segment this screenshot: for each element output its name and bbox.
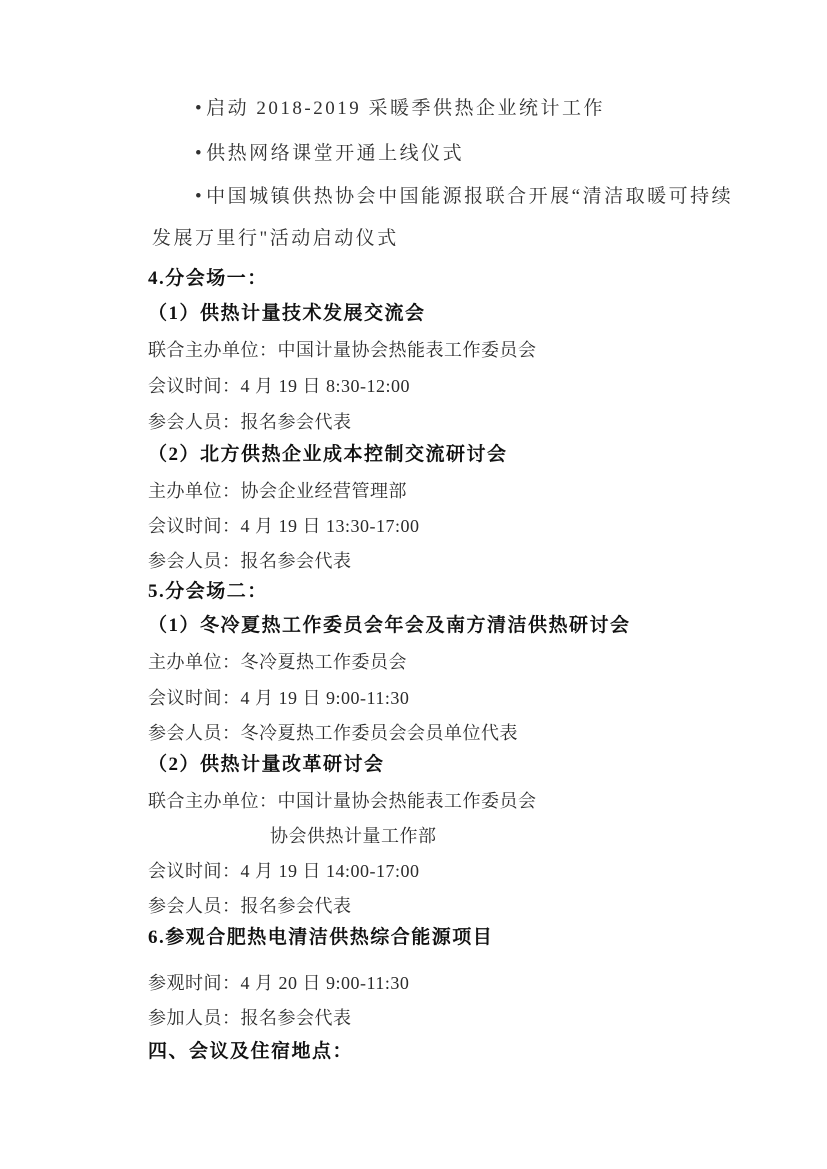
bullet-item-online-class (195, 141, 464, 167)
session5-meeting2-co-organizer-line1: 联合主办单位：中国计量协会热能表工作委员会 (148, 791, 537, 811)
session4-meeting2-time: 会议时间：4 月 19 日 13:30-17:00 (148, 516, 420, 536)
bullet-item-clean-heating (195, 184, 733, 210)
session5-meeting2-participants: 参会人员：报名参会代表 (148, 896, 352, 916)
session5-meeting2-co-organizer-line2: 协会供热计量工作部 (270, 826, 437, 846)
session4-meeting2-participants: 参会人员：报名参会代表 (148, 551, 352, 571)
bullet-dot-icon: • (195, 143, 205, 164)
section6-visit-time: 参观时间：4 月 20 日 9:00-11:30 (148, 973, 410, 993)
bullet-item-clean-heating-continuation: 发展万里行"活动启动仪式 (152, 228, 399, 249)
session4-meeting1-co-organizer: 联合主办单位：中国计量协会热能表工作委员会 (148, 340, 537, 360)
section6-heading: 6.参观合肥热电清洁供热综合能源项目 (148, 927, 494, 948)
session4-meeting2-organizer: 主办单位：协会企业经营管理部 (148, 481, 407, 501)
section6-participants: 参加人员：报名参会代表 (148, 1008, 352, 1028)
session5-meeting1-organizer: 主办单位：冬冷夏热工作委员会 (148, 652, 407, 672)
section-location-heading: 四、会议及住宿地点： (148, 1041, 354, 1062)
session5-heading: 5.分会场二： (148, 581, 268, 602)
session4-meeting1-time: 会议时间：4 月 19 日 8:30-12:00 (148, 376, 410, 396)
bullet-item-statistics (195, 96, 605, 122)
session4-meeting1-title: （1）供热计量技术发展交流会 (148, 303, 426, 324)
session4-meeting1-participants: 参会人员：报名参会代表 (148, 412, 352, 432)
bullet-text: 中国城镇供热协会中国能源报联合开展“清洁取暖可持续 (206, 186, 734, 207)
session5-meeting2-time: 会议时间：4 月 19 日 14:00-17:00 (148, 861, 420, 881)
session5-meeting1-time: 会议时间：4 月 19 日 9:00-11:30 (148, 688, 410, 708)
session4-meeting2-title: （2）北方供热企业成本控制交流研讨会 (148, 444, 508, 465)
session5-meeting2-title: （2）供热计量改革研讨会 (148, 754, 385, 775)
session5-meeting1-participants: 参会人员：冬冷夏热工作委员会会员单位代表 (148, 723, 518, 743)
bullet-text: 启动 2018-2019 采暖季供热企业统计工作 (206, 98, 605, 119)
session5-meeting1-title: （1）冬冷夏热工作委员会年会及南方清洁供热研讨会 (148, 615, 631, 636)
bullet-text: 供热网络课堂开通上线仪式 (206, 143, 465, 164)
bullet-dot-icon: • (195, 98, 205, 119)
bullet-dot-icon: • (195, 186, 205, 207)
session4-heading: 4.分会场一： (148, 268, 268, 289)
